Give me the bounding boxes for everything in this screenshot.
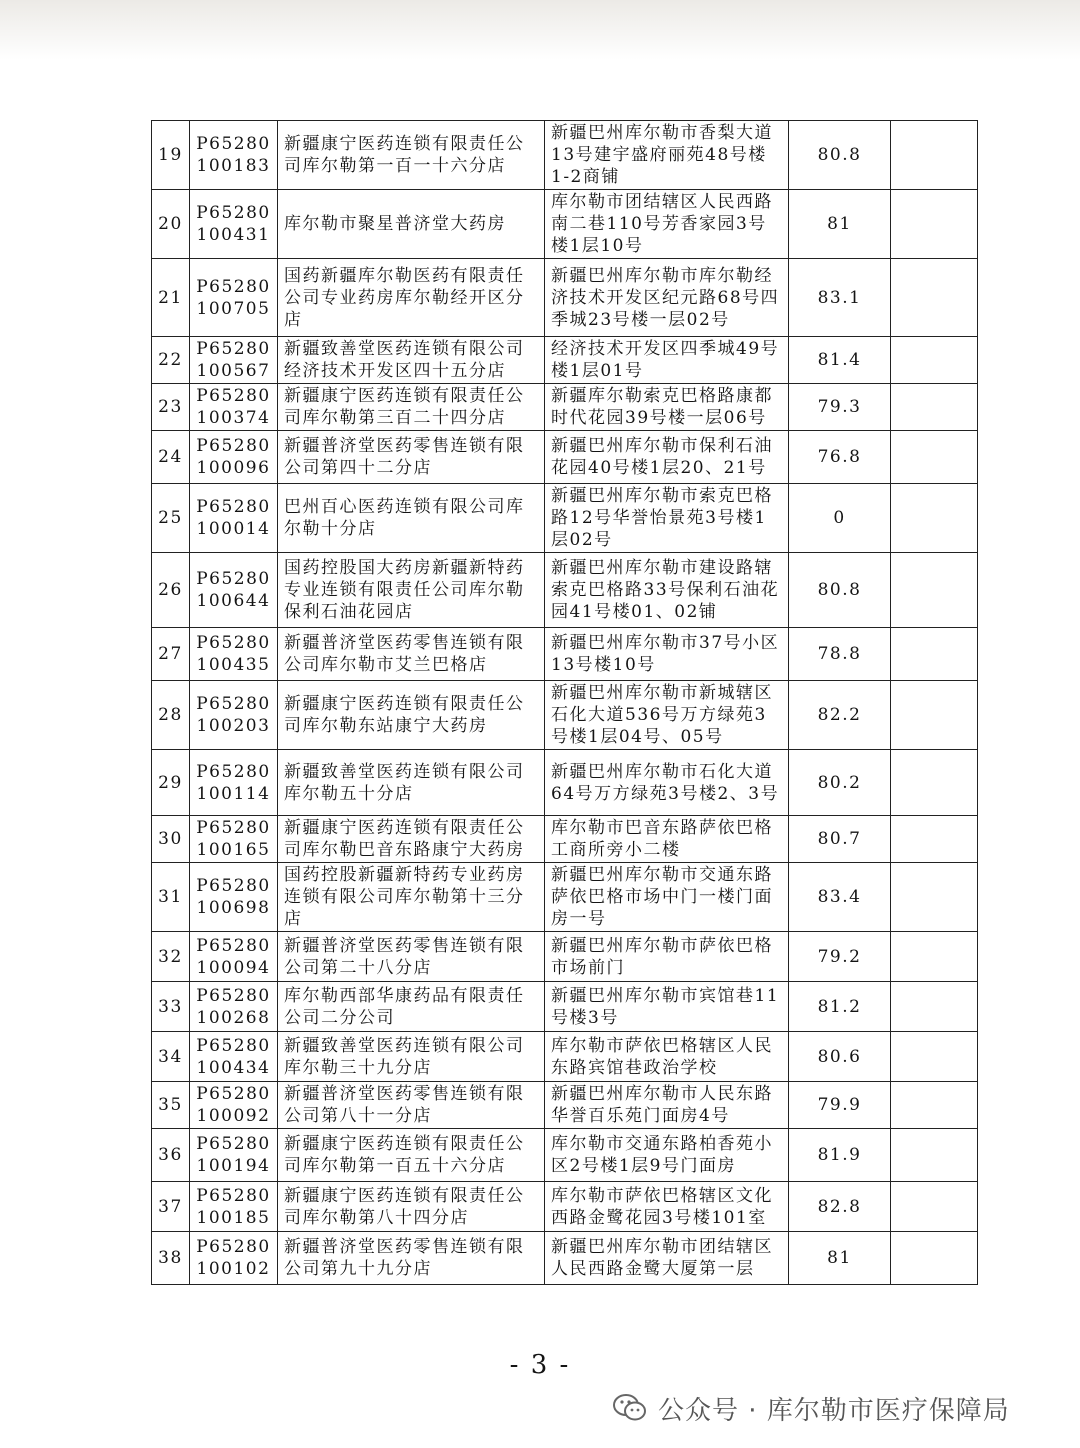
pharmacy-address: 新疆巴州库尔勒市团结辖区人民西路金鹭大厦第一层: [545, 1232, 789, 1285]
pharmacy-address: 库尔勒市巴音东路萨依巴格工商所旁小二楼: [545, 816, 789, 863]
pharmacy-address: 新疆巴州库尔勒市库尔勒经济技术开发区纪元路68号四季城23号楼一层02号: [545, 259, 789, 337]
license-code: P65280 100374: [190, 384, 278, 431]
license-code: P65280 100435: [190, 628, 278, 681]
score: 80.7: [789, 816, 891, 863]
pharmacy-name: 新疆康宁医药连锁有限责任公司库尔勒东站康宁大药房: [278, 681, 545, 750]
score: 79.3: [789, 384, 891, 431]
row-number: 28: [152, 681, 190, 750]
row-number: 20: [152, 190, 190, 259]
license-code: P65280 100203: [190, 681, 278, 750]
table-row: [152, 681, 978, 750]
remark: [891, 1232, 978, 1285]
table-row: [152, 1232, 978, 1285]
row-number: 26: [152, 553, 190, 628]
remark: [891, 816, 978, 863]
table-row: [152, 863, 978, 932]
table-row: [152, 816, 978, 863]
license-code: P65280 100434: [190, 1032, 278, 1082]
score: 81: [789, 190, 891, 259]
pharmacy-score-table: [151, 120, 978, 1285]
remark: [891, 681, 978, 750]
license-code: P65280 100567: [190, 337, 278, 384]
page-top-shadow: [0, 0, 1080, 60]
remark: [891, 932, 978, 982]
table-row: [152, 259, 978, 337]
wechat-watermark: [612, 1388, 1010, 1428]
pharmacy-name: 新疆康宁医药连锁有限责任公司库尔勒第八十四分店: [278, 1182, 545, 1232]
score: 76.8: [789, 431, 891, 484]
remark: [891, 628, 978, 681]
table-row: [152, 1182, 978, 1232]
pharmacy-address: 新疆巴州库尔勒市人民东路华誉百乐苑门面房4号: [545, 1082, 789, 1129]
row-number: 22: [152, 337, 190, 384]
score: 81: [789, 1232, 891, 1285]
pharmacy-address: 库尔勒市团结辖区人民西路南二巷110号芳香家园3号楼1层10号: [545, 190, 789, 259]
row-number: 29: [152, 750, 190, 816]
pharmacy-name: 新疆康宁医药连锁有限责任公司库尔勒第三百二十四分店: [278, 384, 545, 431]
row-number: 34: [152, 1032, 190, 1082]
license-code: P65280 100268: [190, 982, 278, 1032]
row-number: 36: [152, 1129, 190, 1182]
pharmacy-address: 新疆库尔勒索克巴格路康都时代花园39号楼一层06号: [545, 384, 789, 431]
table-row: [152, 750, 978, 816]
table-row: [152, 384, 978, 431]
row-number: 37: [152, 1182, 190, 1232]
pharmacy-name: 巴州百心医药连锁有限公司库尔勒十分店: [278, 484, 545, 553]
score: 79.9: [789, 1082, 891, 1129]
watermark-text: 公众号 · 库尔勒市医疗保障局: [658, 1395, 1010, 1426]
table-row: [152, 932, 978, 982]
pharmacy-address: 新疆巴州库尔勒市37号小区13号楼10号: [545, 628, 789, 681]
pharmacy-address: 经济技术开发区四季城49号楼1层01号: [545, 337, 789, 384]
pharmacy-address: 新疆巴州库尔勒市交通东路萨依巴格市场中门一楼门面房一号: [545, 863, 789, 932]
license-code: P65280 100194: [190, 1129, 278, 1182]
row-number: 30: [152, 816, 190, 863]
pharmacy-name: 新疆康宁医药连锁有限责任公司库尔勒第一百五十六分店: [278, 1129, 545, 1182]
pharmacy-address: 新疆巴州库尔勒市石化大道64号万方绿苑3号楼2、3号: [545, 750, 789, 816]
score: 81.2: [789, 982, 891, 1032]
remark: [891, 553, 978, 628]
license-code: P65280 100165: [190, 816, 278, 863]
score: 78.8: [789, 628, 891, 681]
row-number: 23: [152, 384, 190, 431]
pharmacy-address: 新疆巴州库尔勒市新城辖区石化大道536号万方绿苑3号楼1层04号、05号: [545, 681, 789, 750]
remark: [891, 121, 978, 190]
score: 80.6: [789, 1032, 891, 1082]
table-row: [152, 1082, 978, 1129]
page-number: - 3 -: [509, 1350, 571, 1380]
table-row: [152, 337, 978, 384]
score: 82.2: [789, 681, 891, 750]
table-row: [152, 553, 978, 628]
remark: [891, 484, 978, 553]
row-number: 32: [152, 932, 190, 982]
pharmacy-name: 新疆普济堂医药零售连锁有限公司库尔勒市艾兰巴格店: [278, 628, 545, 681]
table-row: [152, 431, 978, 484]
row-number: 33: [152, 982, 190, 1032]
pharmacy-address: 新疆巴州库尔勒市萨依巴格市场前门: [545, 932, 789, 982]
pharmacy-name: 国药控股新疆新特药专业药房连锁有限公司库尔勒第十三分店: [278, 863, 545, 932]
pharmacy-address: 库尔勒市交通东路柏香苑小区2号楼1层9号门面房: [545, 1129, 789, 1182]
remark: [891, 1129, 978, 1182]
license-code: P65280 100092: [190, 1082, 278, 1129]
pharmacy-address: 库尔勒市萨依巴格辖区文化西路金鹭花园3号楼101室: [545, 1182, 789, 1232]
remark: [891, 750, 978, 816]
license-code: P65280 100185: [190, 1182, 278, 1232]
score: 79.2: [789, 932, 891, 982]
pharmacy-name: 库尔勒西部华康药品有限责任公司二分公司: [278, 982, 545, 1032]
pharmacy-name: 库尔勒市聚星普济堂大药房: [278, 190, 545, 259]
license-code: P65280 100183: [190, 121, 278, 190]
score: 83.1: [789, 259, 891, 337]
pharmacy-name: 新疆康宁医药连锁有限责任公司库尔勒第一百一十六分店: [278, 121, 545, 190]
score: 81.9: [789, 1129, 891, 1182]
license-code: P65280 100431: [190, 190, 278, 259]
pharmacy-name: 新疆普济堂医药零售连锁有限公司第八十一分店: [278, 1082, 545, 1129]
license-code: P65280 100102: [190, 1232, 278, 1285]
pharmacy-address: 新疆巴州库尔勒市索克巴格路12号华誉怡景苑3号楼1层02号: [545, 484, 789, 553]
pharmacy-name: 新疆康宁医药连锁有限责任公司库尔勒巴音东路康宁大药房: [278, 816, 545, 863]
row-number: 21: [152, 259, 190, 337]
remark: [891, 863, 978, 932]
table-row: [152, 484, 978, 553]
license-code: P65280 100014: [190, 484, 278, 553]
pharmacy-name: 新疆致善堂医药连锁有限公司库尔勒三十九分店: [278, 1032, 545, 1082]
pharmacy-name: 新疆致善堂医药连锁有限公司库尔勒五十分店: [278, 750, 545, 816]
row-number: 24: [152, 431, 190, 484]
remark: [891, 1182, 978, 1232]
row-number: 38: [152, 1232, 190, 1285]
license-code: P65280 100094: [190, 932, 278, 982]
remark: [891, 384, 978, 431]
remark: [891, 982, 978, 1032]
row-number: 31: [152, 863, 190, 932]
remark: [891, 259, 978, 337]
row-number: 27: [152, 628, 190, 681]
pharmacy-name: 新疆普济堂医药零售连锁有限公司第二十八分店: [278, 932, 545, 982]
pharmacy-name: 新疆普济堂医药零售连锁有限公司第九十九分店: [278, 1232, 545, 1285]
remark: [891, 1032, 978, 1082]
table-row: [152, 1032, 978, 1082]
table-row: [152, 628, 978, 681]
score: 80.2: [789, 750, 891, 816]
row-number: 19: [152, 121, 190, 190]
score: 80.8: [789, 121, 891, 190]
pharmacy-address: 库尔勒市萨依巴格辖区人民东路宾馆巷政治学校: [545, 1032, 789, 1082]
license-code: P65280 100644: [190, 553, 278, 628]
row-number: 35: [152, 1082, 190, 1129]
pharmacy-name: 新疆致善堂医药连锁有限公司经济技术开发区四十五分店: [278, 337, 545, 384]
remark: [891, 337, 978, 384]
table-row: [152, 190, 978, 259]
remark: [891, 190, 978, 259]
pharmacy-address: 新疆巴州库尔勒市保利石油花园40号楼1层20、21号: [545, 431, 789, 484]
row-number: 25: [152, 484, 190, 553]
pharmacy-address: 新疆巴州库尔勒市香梨大道13号建宇盛府丽苑48号楼1-2商铺: [545, 121, 789, 190]
pharmacy-address: 新疆巴州库尔勒市宾馆巷11号楼3号: [545, 982, 789, 1032]
table-row: [152, 982, 978, 1032]
license-code: P65280 100698: [190, 863, 278, 932]
remark: [891, 431, 978, 484]
license-code: P65280 100114: [190, 750, 278, 816]
license-code: P65280 100096: [190, 431, 278, 484]
pharmacy-name: 新疆普济堂医药零售连锁有限公司第四十二分店: [278, 431, 545, 484]
score: 80.8: [789, 553, 891, 628]
wechat-icon: [612, 1392, 648, 1424]
score: 81.4: [789, 337, 891, 384]
pharmacy-name: 国药控股国大药房新疆新特药专业连锁有限责任公司库尔勒保利石油花园店: [278, 553, 545, 628]
table-row: [152, 1129, 978, 1182]
table-row: [152, 121, 978, 190]
remark: [891, 1082, 978, 1129]
score: 82.8: [789, 1182, 891, 1232]
score: 0: [789, 484, 891, 553]
pharmacy-address: 新疆巴州库尔勒市建设路辖索克巴格路33号保利石油花园41号楼01、02铺: [545, 553, 789, 628]
table-body: [152, 121, 978, 1285]
license-code: P65280 100705: [190, 259, 278, 337]
pharmacy-name: 国药新疆库尔勒医药有限责任公司专业药房库尔勒经开区分店: [278, 259, 545, 337]
score: 83.4: [789, 863, 891, 932]
